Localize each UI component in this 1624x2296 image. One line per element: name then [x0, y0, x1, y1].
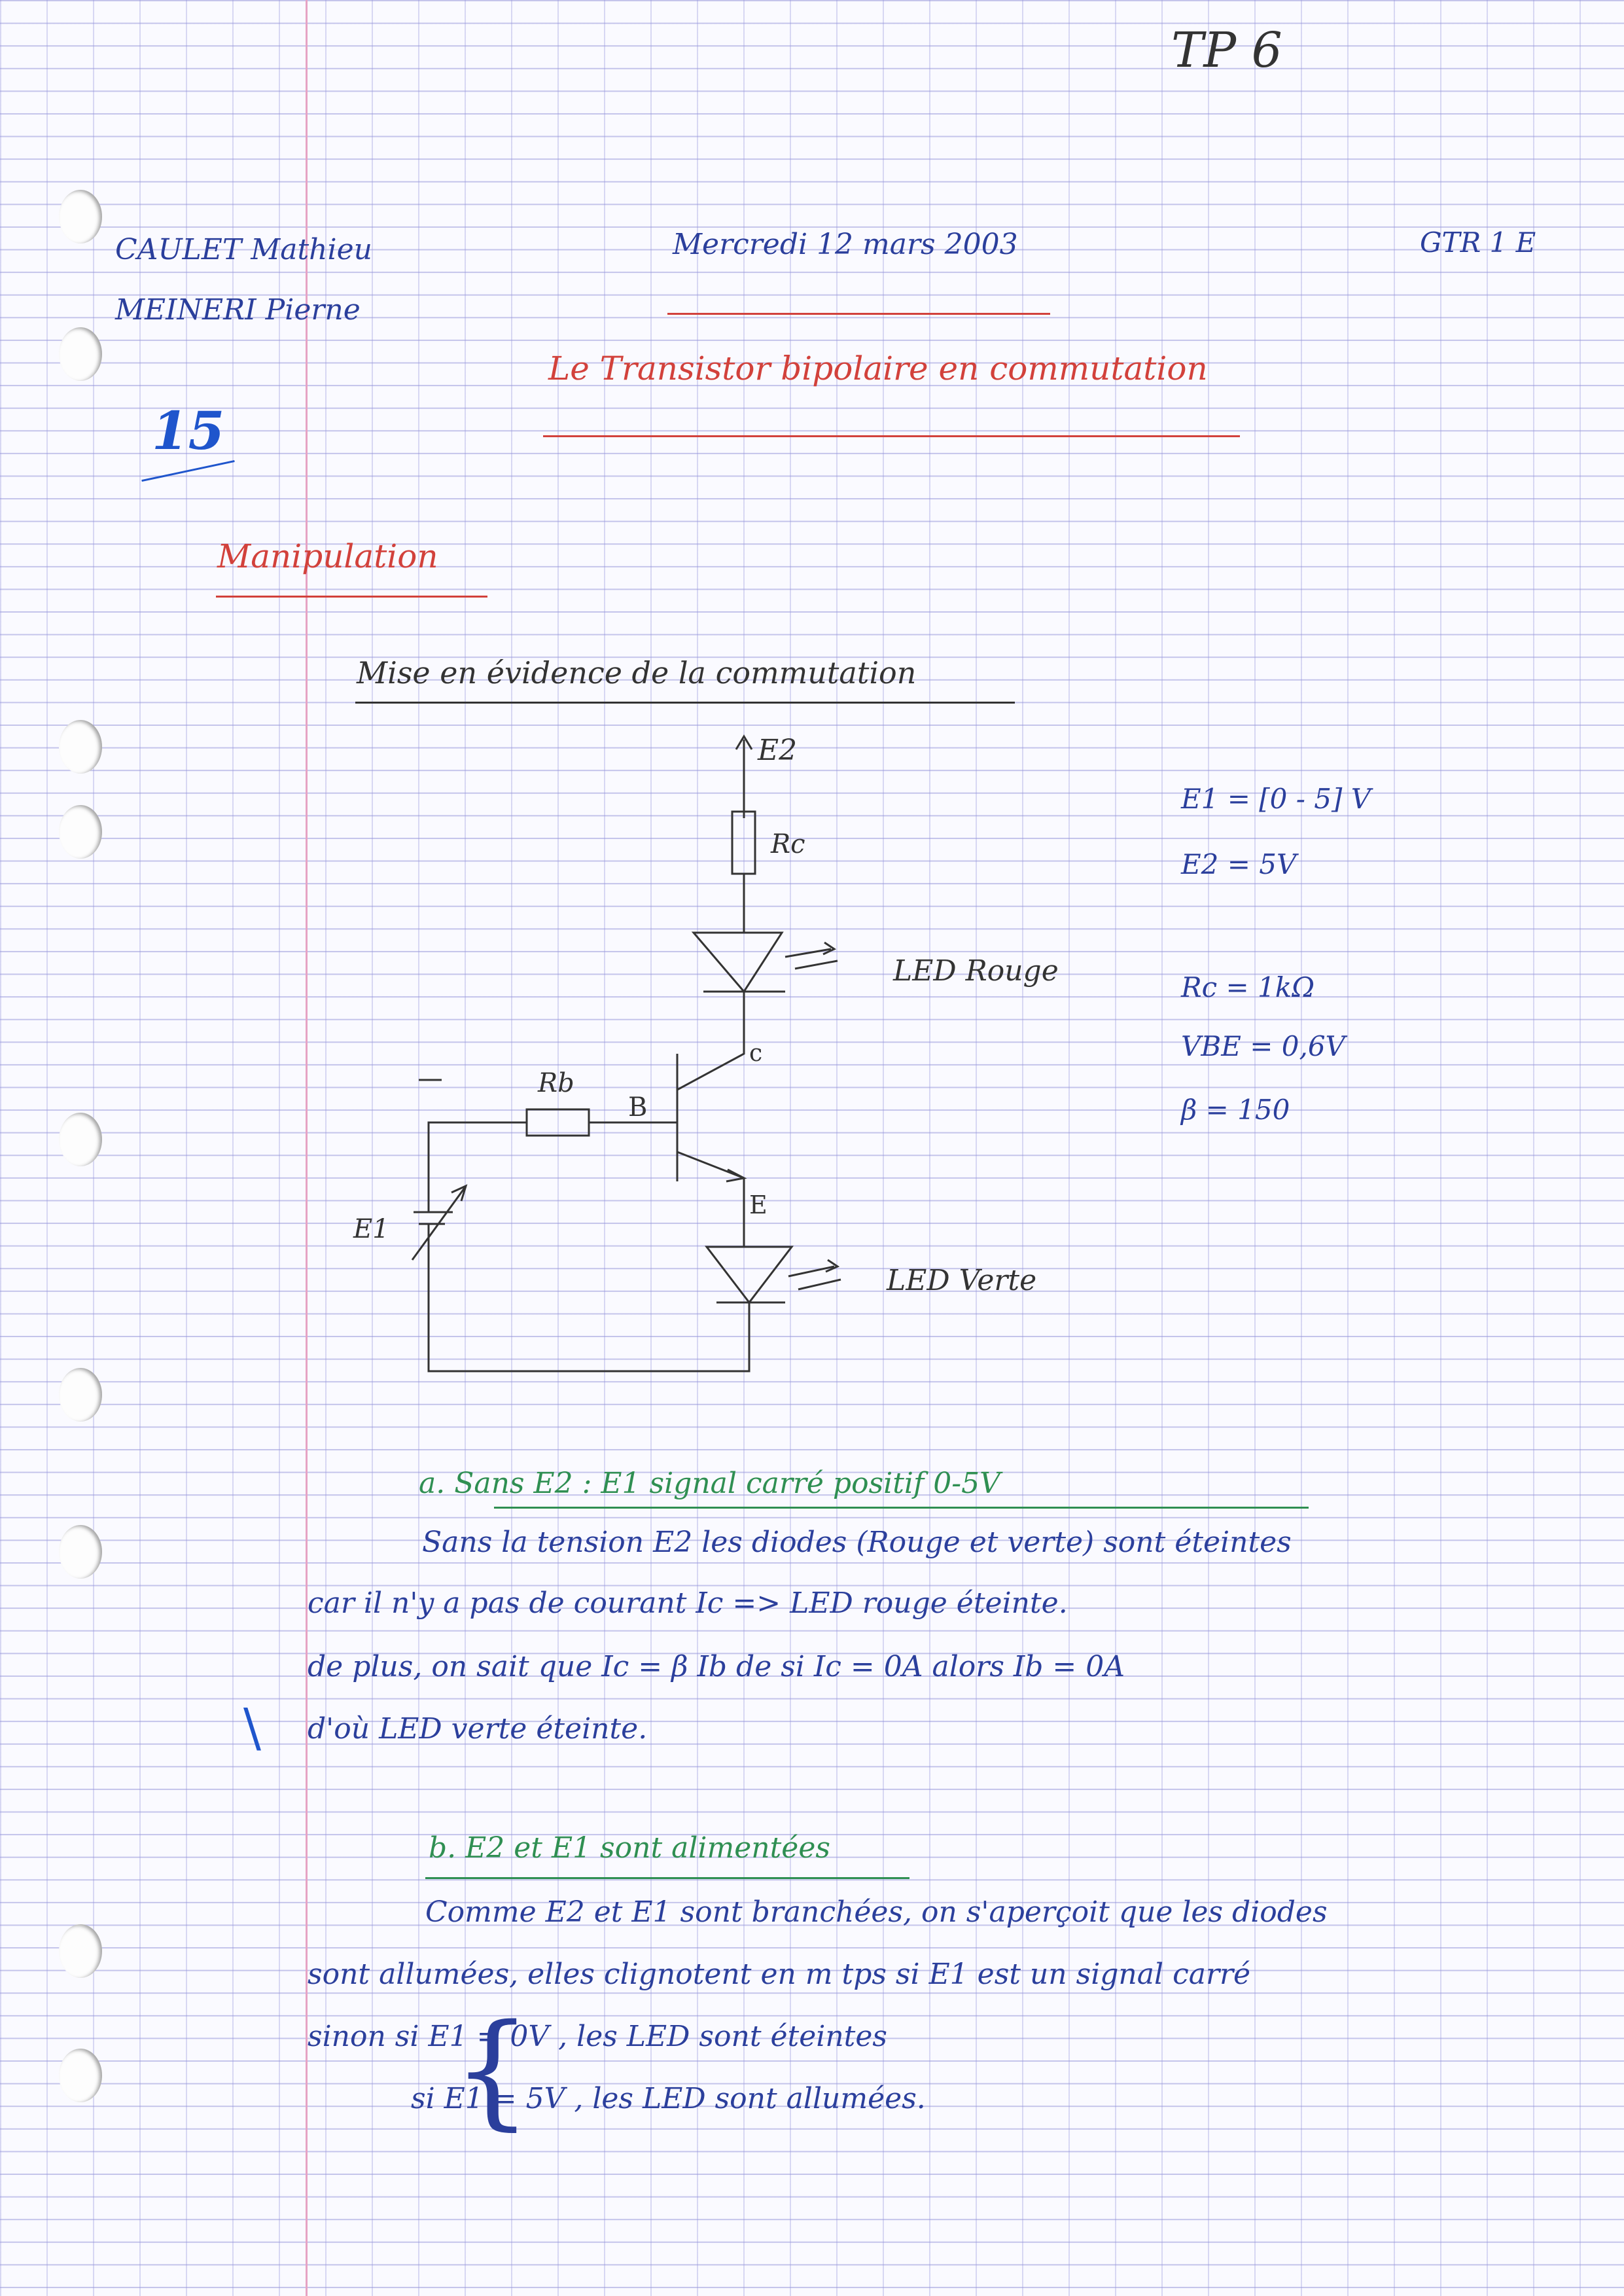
part-b-line-2: sont allumées, elles clignotent en m tps si E1 est un signal carré [308, 1958, 1251, 1991]
student-name-2: MEINERI Pierne [115, 293, 361, 327]
part-b-line-3: sinon si E1 = 0V , les LED sont éteintes [308, 2020, 887, 2053]
ground-return-wire [429, 1224, 749, 1371]
part-b-heading: b. E2 et E1 sont alimentées [429, 1831, 830, 1865]
part-a-heading: a. Sans E2 : E1 signal carré positif 0-5V [419, 1467, 1000, 1500]
part-a-line-4: d'où LED verte éteinte. [308, 1712, 648, 1746]
base-wire-left [429, 1122, 527, 1212]
rb-label: Rb [538, 1068, 574, 1098]
part-a-line-1: Sans la tension E2 les diodes (Rouge et verte) sont éteintes [422, 1526, 1292, 1559]
param-rc: Rc = 1kΩ [1181, 971, 1315, 1003]
base-label: B [628, 1092, 648, 1122]
param-beta: β = 150 [1181, 1094, 1290, 1126]
e2-label: E2 [758, 734, 798, 767]
led-green-light-rays [788, 1266, 841, 1289]
e1-label: E1 [353, 1214, 389, 1244]
rc-label: Rc [771, 829, 805, 859]
page-title: Le Transistor bipolaire en commutation [548, 350, 1208, 387]
emitter-wire [677, 1152, 744, 1178]
led-green-diode [707, 1247, 792, 1302]
date: Mercredi 12 mars 2003 [673, 228, 1018, 261]
part-b-underline [425, 1877, 909, 1879]
part-b-line-1: Comme E2 et E1 sont branchées, on s'aperçoit que les diodes [425, 1895, 1328, 1929]
group-label: GTR 1 E [1420, 226, 1536, 259]
emitter-label: E [749, 1191, 768, 1219]
subheading: Mise en évidence de la commutation [357, 655, 917, 691]
part-a-line-2: car il n'y a pas de courant Ic => LED rouge éteinte. [308, 1587, 1068, 1620]
param-e2: E2 = 5V [1181, 848, 1297, 880]
curly-brace: { [453, 1998, 532, 2142]
collector-wire [677, 1021, 744, 1090]
grade: 15 [152, 400, 225, 461]
led-red-label: LED Rouge [893, 954, 1059, 988]
part-a-underline [494, 1507, 1309, 1509]
e1-source-plates [414, 1212, 453, 1224]
param-vbe: VBE = 0,6V [1181, 1030, 1345, 1062]
param-e1: E1 = [0 - 5] V [1181, 783, 1371, 815]
led-green-ray-arrow [826, 1260, 838, 1272]
rb-resistor [527, 1109, 589, 1136]
tp-label: TP 6 [1171, 22, 1282, 79]
rc-resistor [732, 812, 755, 874]
section-heading: Manipulation [217, 537, 438, 575]
collector-label: c [749, 1040, 763, 1067]
part-a-line-3: de plus, on sait que Ic = β Ib de si Ic = 0A alors Ib = 0A [308, 1650, 1125, 1683]
led-red-ray-arrow [823, 942, 834, 954]
led-red-diode [694, 933, 782, 992]
student-name-1: CAULET Mathieu [115, 233, 372, 266]
part-b-line-4: si E1 = 5V , les LED sont allumées. [411, 2082, 926, 2115]
led-green-label: LED Verte [887, 1264, 1037, 1297]
margin-check-mark: \ [243, 1697, 261, 1758]
